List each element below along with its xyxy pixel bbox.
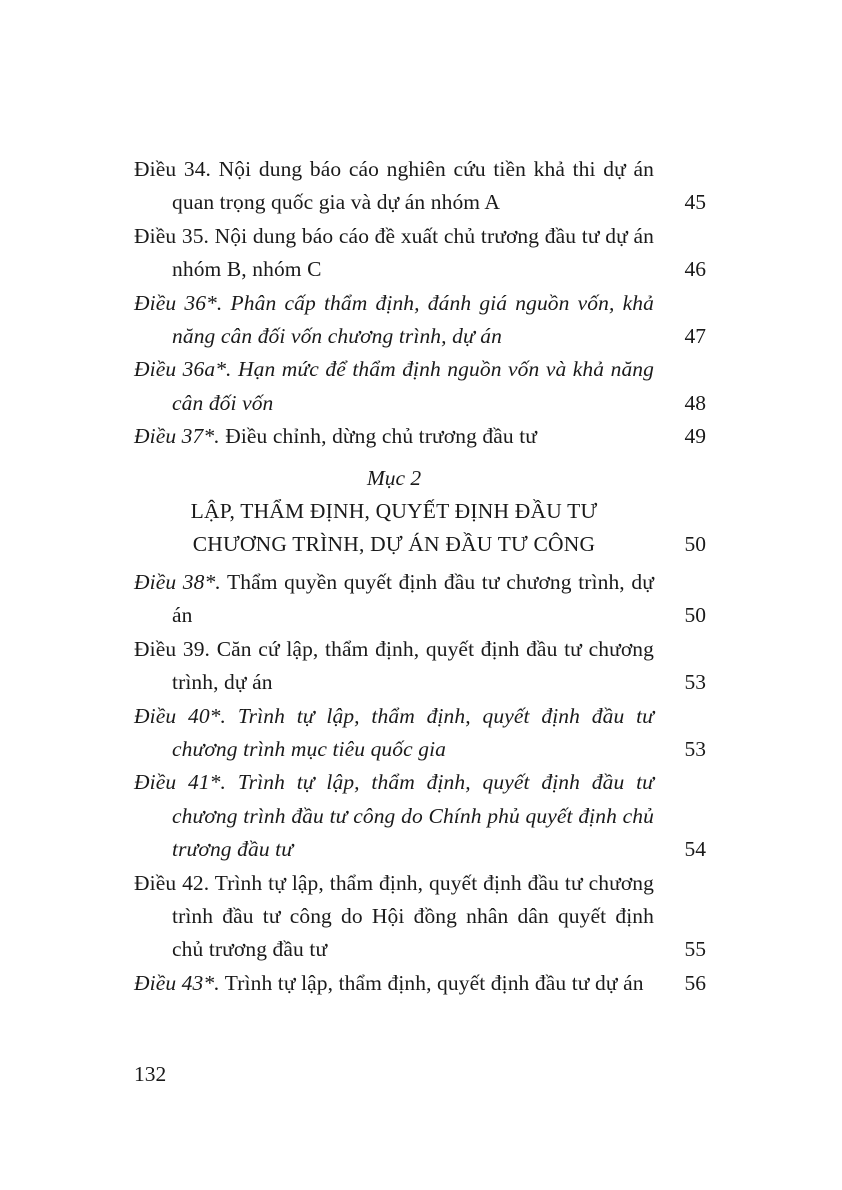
section-kicker: Mục 2 — [366, 465, 422, 490]
article-title: Phân cấp thẩm định, đánh giá nguồn vốn, khả năng cân đối vốn chương trình, dự án — [172, 290, 654, 349]
page-footer — [134, 1058, 166, 1091]
article-label: Điều 36a*. — [134, 357, 232, 382]
section-page-number: 50 — [684, 532, 706, 557]
toc-entry-article-36a — [134, 353, 706, 420]
article-label: Điều 39. — [134, 636, 211, 661]
article-label: Điều 42. — [134, 870, 210, 895]
article-title: Nội dung báo cáo đề xuất chủ trương đầu tư dự án nhóm B, nhóm C — [172, 223, 654, 282]
toc-entry-article-35 — [134, 220, 706, 287]
article-entry-text — [134, 287, 654, 354]
article-entry-text — [134, 700, 654, 767]
article-title: Trình tự lập, thẩm định, quyết định đầu tư dự án — [224, 970, 644, 995]
toc-entry-article-37 — [134, 420, 706, 453]
entry-page-number: 54 — [684, 837, 706, 862]
article-entry-text — [134, 353, 654, 420]
entry-page-number: 50 — [684, 603, 706, 628]
toc-entry-article-38 — [134, 566, 706, 633]
entry-page-number: 53 — [684, 670, 706, 695]
entry-page-number: 53 — [684, 736, 706, 761]
article-entry-text — [134, 633, 654, 700]
entry-page-number: 47 — [684, 324, 706, 349]
toc-entry-article-43 — [134, 967, 706, 1000]
article-entry-text — [134, 220, 654, 287]
article-label: Điều 43*. — [134, 970, 220, 995]
article-title: Hạn mức để thẩm định nguồn vốn và khả năng cân đối vốn — [172, 357, 654, 415]
article-label: Điều 40*. — [134, 703, 227, 728]
article-label: Điều 41*. — [134, 770, 227, 795]
article-entry-text — [134, 867, 654, 967]
entry-page-number: 55 — [684, 937, 706, 962]
toc-entry-article-40 — [134, 700, 706, 767]
article-entry-text — [134, 420, 654, 453]
article-entry-text — [134, 766, 654, 866]
article-title: Căn cứ lập, thẩm định, quyết định đầu tư chương trình, dự án — [172, 636, 654, 695]
article-entry-text — [134, 566, 654, 633]
article-entry-text — [134, 153, 654, 220]
article-title: Thẩm quyền quyết định đầu tư chương trình, dự án — [172, 569, 654, 628]
section-heading-muc-2 — [134, 462, 706, 562]
article-title: Trình tự lập, thẩm định, quyết định đầu tư chương trình đầu tư công do Chính phủ quyết định chủ trương đầu tư — [172, 770, 654, 862]
article-label: Điều 34. — [134, 157, 212, 181]
toc-entry-article-39 — [134, 633, 706, 700]
article-title: Nội dung báo cáo nghiên cứu tiền khả thi dự án quan trọng quốc gia và dự án nhóm A — [172, 157, 654, 215]
article-entry-text — [134, 967, 654, 1000]
entry-page-number: 48 — [684, 390, 706, 415]
entry-page-number: 49 — [684, 424, 706, 449]
toc-entry-article-42 — [134, 867, 706, 967]
article-title: Trình tự lập, thẩm định, quyết định đầu tư chương trình mục tiêu quốc gia — [172, 703, 654, 761]
entry-page-number: 56 — [684, 970, 706, 995]
toc-entry-article-41 — [134, 766, 706, 866]
toc-entry-article-36 — [134, 287, 706, 354]
folio-page-number: 132 — [134, 1062, 167, 1086]
entry-page-number: 46 — [684, 257, 706, 282]
article-label: Điều 37*. — [134, 424, 220, 449]
table-of-contents — [134, 153, 706, 1000]
article-label: Điều 38*. — [134, 569, 221, 594]
toc-entry-article-34 — [134, 153, 706, 220]
entry-page-number: 45 — [684, 190, 706, 215]
article-label: Điều 35. — [134, 223, 210, 248]
section-title: LẬP, THẨM ĐỊNH, QUYẾT ĐỊNH ĐẦU TƯ CHƯƠNG TRÌNH, DỰ ÁN ĐẦU TƯ CÔNG — [190, 499, 598, 557]
article-title: Điều chỉnh, dừng chủ trương đầu tư — [225, 424, 538, 449]
article-title: Trình tự lập, thẩm định, quyết định đầu tư chương trình đầu tư công do Hội đồng nhân dân quyết định chủ trương đầu tư — [172, 870, 654, 962]
article-label: Điều 36*. — [134, 290, 223, 315]
